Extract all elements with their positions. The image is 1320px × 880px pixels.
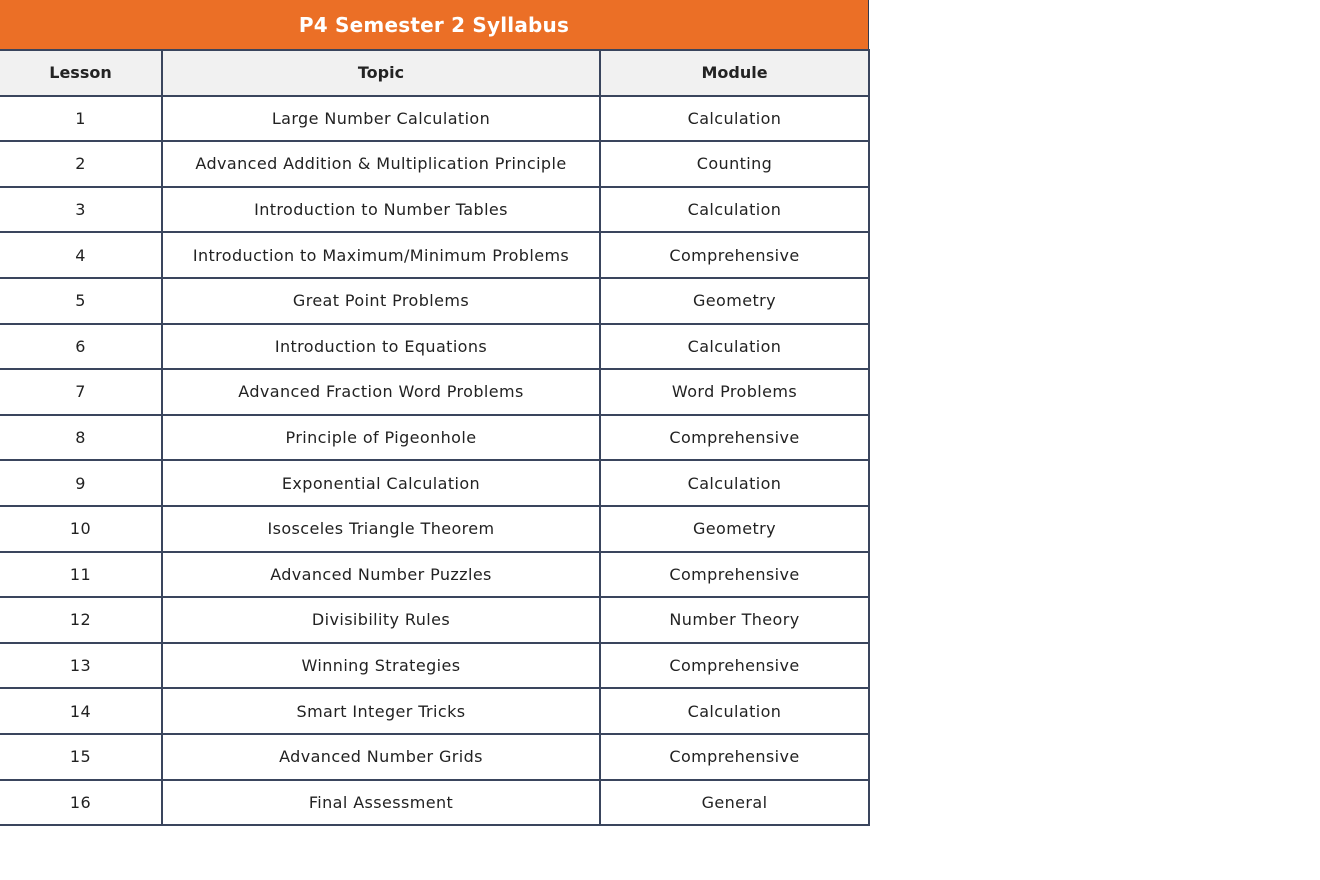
lesson-cell: 4 — [0, 232, 162, 278]
header-topic: Topic — [162, 50, 600, 96]
module-cell: Comprehensive — [600, 232, 869, 278]
table-row — [0, 506, 869, 552]
table-row — [0, 369, 869, 415]
lesson-cell: 8 — [0, 415, 162, 461]
lesson-cell: 11 — [0, 552, 162, 598]
topic-cell: Divisibility Rules — [162, 597, 600, 643]
topic-cell: Large Number Calculation — [162, 96, 600, 142]
module-cell: Comprehensive — [600, 643, 869, 689]
module-cell: Comprehensive — [600, 552, 869, 598]
module-cell: Geometry — [600, 278, 869, 324]
table-row — [0, 324, 869, 370]
module-cell: Calculation — [600, 187, 869, 233]
lesson-cell: 7 — [0, 369, 162, 415]
module-cell: Calculation — [600, 96, 869, 142]
module-cell: General — [600, 780, 869, 826]
topic-cell: Advanced Addition & Multiplication Principle — [162, 141, 600, 187]
table-row — [0, 460, 869, 506]
table-row — [0, 597, 869, 643]
topic-cell: Advanced Number Grids — [162, 734, 600, 780]
lesson-cell: 16 — [0, 780, 162, 826]
header-row — [0, 50, 869, 96]
topic-cell: Introduction to Equations — [162, 324, 600, 370]
module-cell: Calculation — [600, 688, 869, 734]
module-cell: Calculation — [600, 460, 869, 506]
table-row — [0, 187, 869, 233]
topic-cell: Isosceles Triangle Theorem — [162, 506, 600, 552]
module-cell: Counting — [600, 141, 869, 187]
lesson-cell: 6 — [0, 324, 162, 370]
table-row — [0, 415, 869, 461]
table-row — [0, 278, 869, 324]
module-cell: Geometry — [600, 506, 869, 552]
table-row — [0, 734, 869, 780]
lesson-cell: 5 — [0, 278, 162, 324]
module-cell: Calculation — [600, 324, 869, 370]
table-row — [0, 780, 869, 826]
topic-cell: Exponential Calculation — [162, 460, 600, 506]
syllabus-table — [0, 49, 870, 826]
lesson-cell: 2 — [0, 141, 162, 187]
module-cell: Number Theory — [600, 597, 869, 643]
table-row — [0, 552, 869, 598]
lesson-cell: 1 — [0, 96, 162, 142]
lesson-cell: 13 — [0, 643, 162, 689]
topic-cell: Great Point Problems — [162, 278, 600, 324]
topic-cell: Advanced Number Puzzles — [162, 552, 600, 598]
lesson-cell: 12 — [0, 597, 162, 643]
lesson-cell: 15 — [0, 734, 162, 780]
lesson-cell: 14 — [0, 688, 162, 734]
table-row — [0, 141, 869, 187]
lesson-cell: 3 — [0, 187, 162, 233]
lesson-cell: 10 — [0, 506, 162, 552]
module-cell: Word Problems — [600, 369, 869, 415]
topic-cell: Final Assessment — [162, 780, 600, 826]
table-row — [0, 232, 869, 278]
topic-cell: Principle of Pigeonhole — [162, 415, 600, 461]
topic-cell: Introduction to Maximum/Minimum Problems — [162, 232, 600, 278]
topic-cell: Smart Integer Tricks — [162, 688, 600, 734]
table-row — [0, 643, 869, 689]
topic-cell: Advanced Fraction Word Problems — [162, 369, 600, 415]
topic-cell: Introduction to Number Tables — [162, 187, 600, 233]
lesson-cell: 9 — [0, 460, 162, 506]
module-cell: Comprehensive — [600, 415, 869, 461]
module-cell: Comprehensive — [600, 734, 869, 780]
syllabus-title: P4 Semester 2 Syllabus — [0, 0, 869, 50]
table-row — [0, 96, 869, 142]
header-module: Module — [600, 50, 869, 96]
table-row — [0, 688, 869, 734]
header-lesson: Lesson — [0, 50, 162, 96]
topic-cell: Winning Strategies — [162, 643, 600, 689]
